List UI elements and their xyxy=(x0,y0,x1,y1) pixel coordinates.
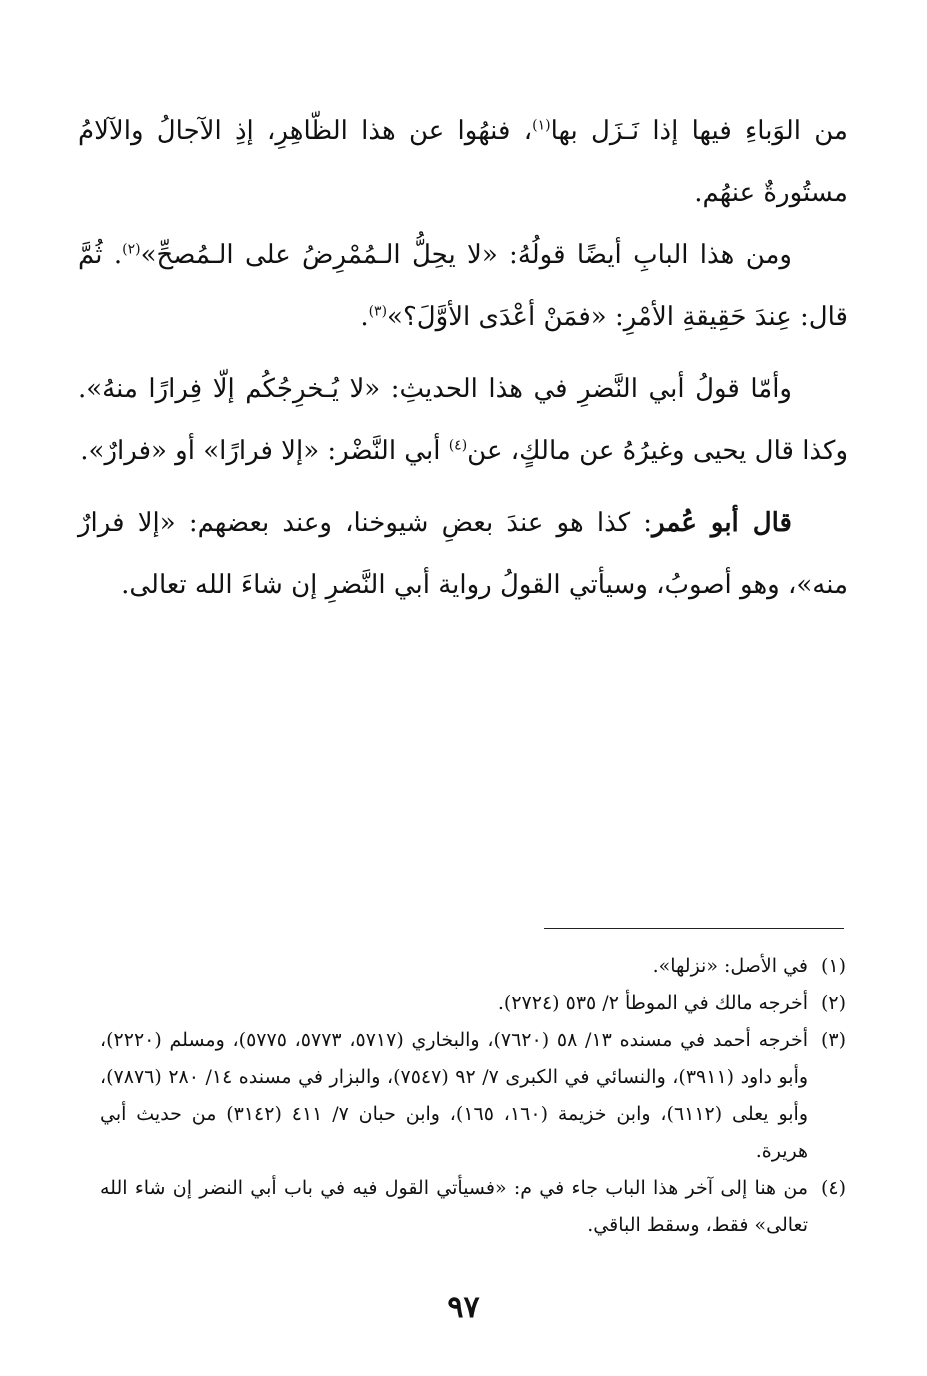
paragraph-1 xyxy=(78,100,848,224)
footnote-text: من هنا إلى آخر هذا الباب جاء في م: «فسيأتي القول فيه في باب أبي النضر إن شاء الله تعالى» فقط، وسقط الباقي. xyxy=(100,1177,808,1236)
footnote-3 xyxy=(100,1022,846,1170)
paragraph-1-text: من الوَباءِ فيها إذا نَـزَل بها xyxy=(550,116,848,146)
paragraph-2-text-end: . xyxy=(360,302,369,332)
main-text xyxy=(78,100,848,626)
footnote-ref-4: (٤) xyxy=(448,437,468,454)
footnote-2 xyxy=(100,985,846,1022)
footnote-text: أخرجه مالك في الموطأ ٢/ ٥٣٥ (٢٧٢٤). xyxy=(497,992,808,1014)
paragraph-2-text-rest: . ثُمَّ قال: عِندَ حَقِيقةِ الأمْرِ: «فمَنْ أعْدَى الأوَّلَ؟» xyxy=(78,240,848,332)
paragraph-2-text: ومن هذا البابِ أيضًا قولُهُ: «لا يحِلُّ الـمُمْرِضُ على الـمُصحِّ» xyxy=(140,240,792,270)
footnote-number: (١) xyxy=(820,955,846,977)
paragraph-3-text-rest: أبي النَّضْر: «إلا فرارًا» أو «فرارٌ». xyxy=(80,436,449,466)
paragraph-3-text: وأمّا قولُ أبي النَّضرِ في هذا الحديثِ: «لا يُـخرِجُكُم إلّا فِرارًا منهُ». وكذا قال يحيى وغيرُهُ عن مالكٍ، عن xyxy=(78,374,848,466)
footnote-number: (٤) xyxy=(820,1177,846,1199)
paragraph-1-text-rest: ، فنهُوا عن هذا الظّاهِرِ، إذِ الآجالُ والآلامُ مستُورةٌ عنهُم. xyxy=(78,116,848,208)
paragraph-4-speaker: قال أبو عُمر xyxy=(652,508,792,538)
footnote-1 xyxy=(100,948,846,985)
footnote-text: أخرجه أحمد في مسنده ١٣/ ٥٨ (٧٦٢٠)، والبخاري (٥٧١٧، ٥٧٧٣، ٥٧٧٥)، ومسلم (٢٢٢٠)، وأبو داود (٣٩١١)، والنسائي في الكبرى ٧/ ٩٢ (٧٥٤٧)، والبزار في مسنده ١٤/ ٢٨٠ (٧٨٧٦)، وأبو يعلى (٦١١٢)، وابن خزيمة (١٦٠، ١٦٥)، وابن حبان ٧/ ٤١١ (٣١٤٢) من حديث أبي هريرة. xyxy=(100,1029,809,1162)
footnote-ref-3: (٣) xyxy=(368,303,388,320)
footnote-number: (٣) xyxy=(820,1029,846,1051)
page-number: ٩٧ xyxy=(447,1290,480,1325)
footnote-ref-2: (٢) xyxy=(122,241,141,258)
footnote-text: في الأصل: «نزلها». xyxy=(652,955,808,977)
footnote-number: (٢) xyxy=(820,992,846,1014)
paragraph-4 xyxy=(78,492,848,616)
footnote-ref-1: (١) xyxy=(532,117,551,134)
footnote-4 xyxy=(100,1170,846,1244)
paragraph-2 xyxy=(78,224,848,348)
footnote-separator xyxy=(544,928,844,929)
footnotes xyxy=(100,948,846,1244)
paragraph-3 xyxy=(78,358,848,482)
paragraph-4-text: : كذا هو عندَ بعضِ شيوخنا، وعند بعضهم: «إلا فرارٌ منه»، وهو أصوبُ، وسيأتي القولُ رواية أبي النَّضرِ إن شاءَ الله تعالى. xyxy=(78,508,848,600)
